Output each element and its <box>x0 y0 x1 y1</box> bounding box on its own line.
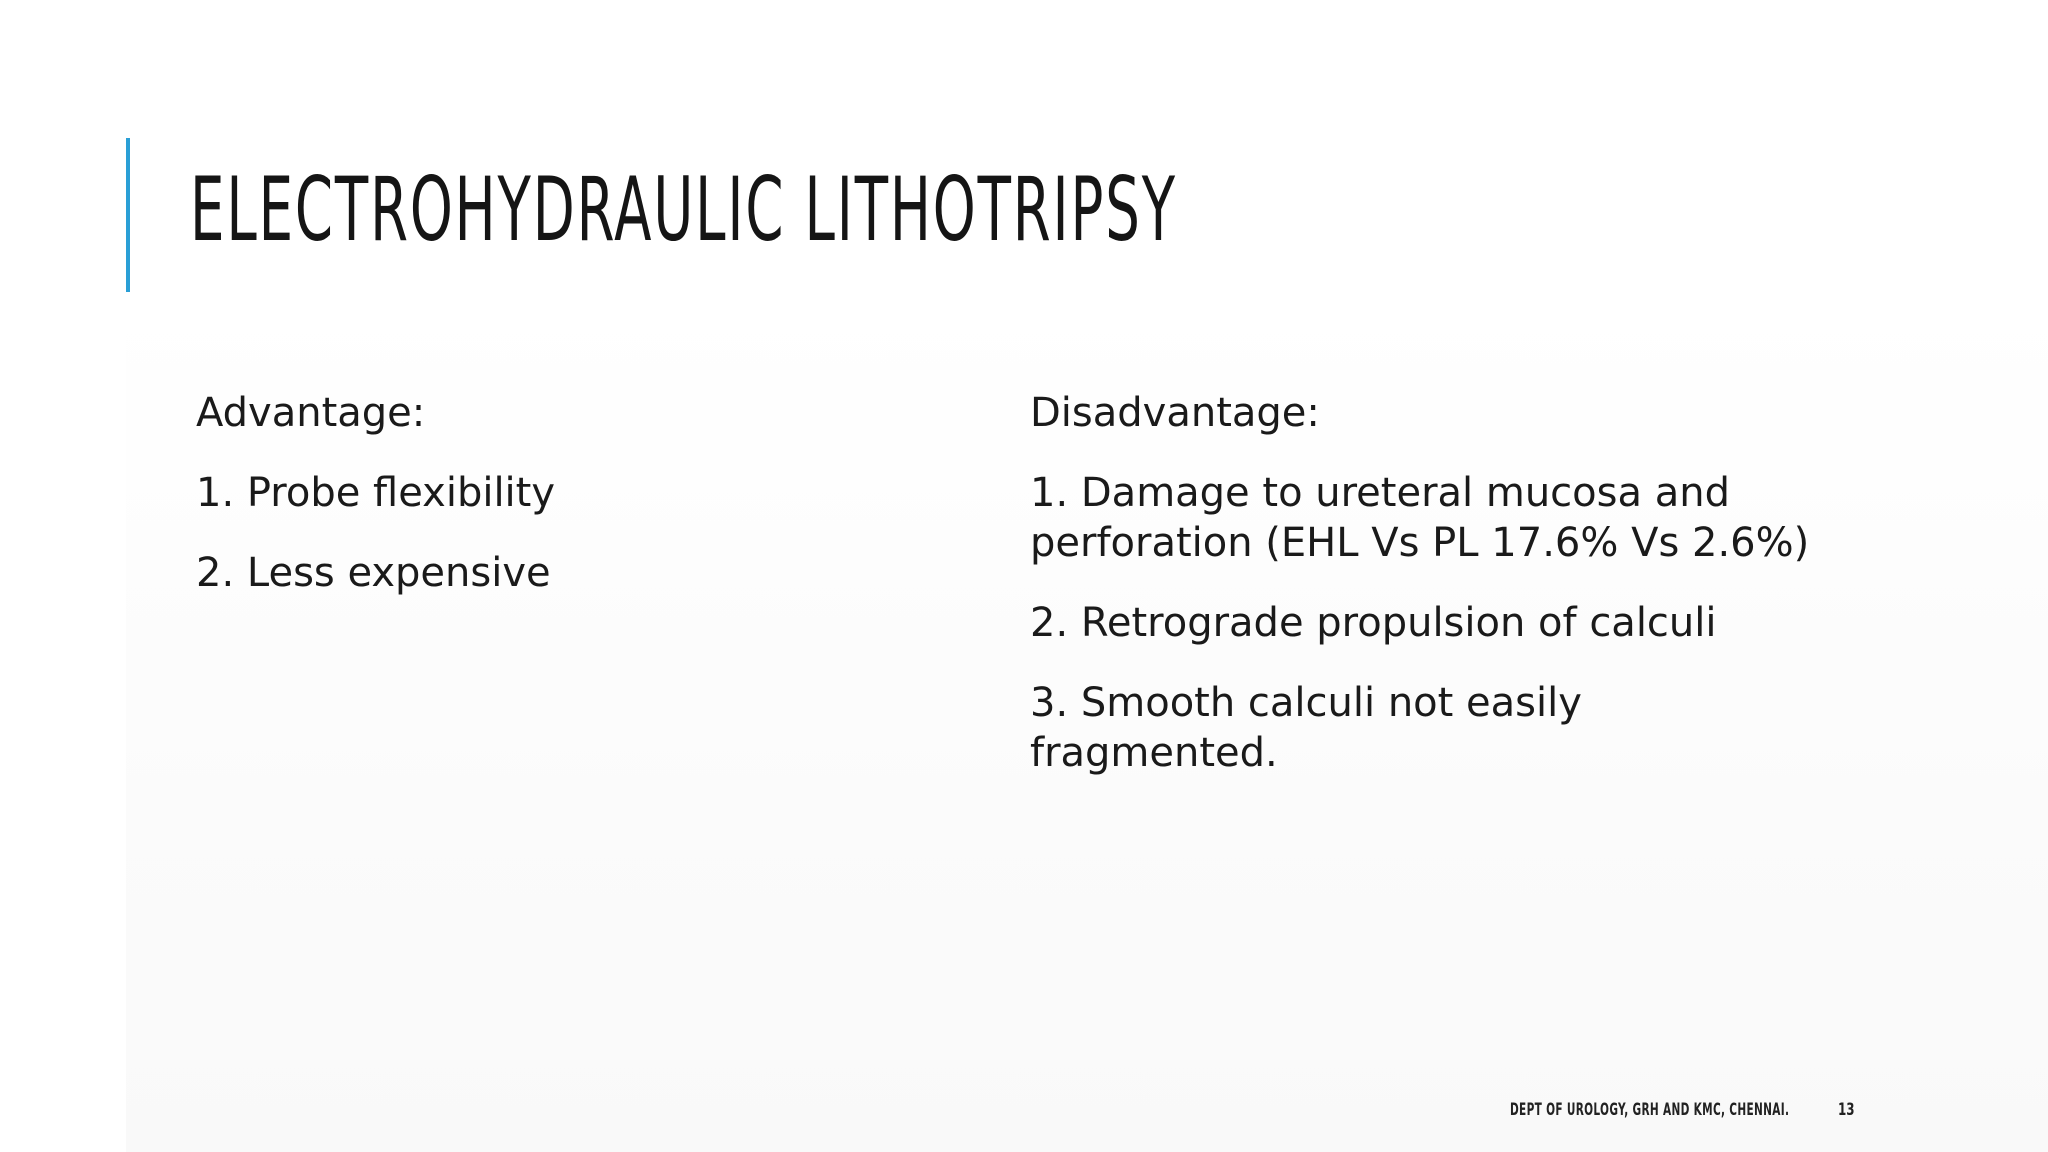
advantage-column <box>196 388 976 628</box>
title-accent-bar <box>126 138 130 292</box>
disadvantage-item: 2. Retrograde propulsion of calculi <box>1030 600 1717 646</box>
disadvantage-item: 3. Smooth calculi not easily fragmented. <box>1030 680 1582 776</box>
advantage-item: 2. Less expensive <box>196 550 551 596</box>
footer-text: DEPT OF UROLOGY, GRH AND KMC, CHENNAI. <box>1510 1100 1790 1120</box>
slide-title: ELECTROHYDRAULIC LITHOTRIPSY <box>190 158 1177 261</box>
disadvantage-heading: Disadvantage: <box>1030 390 1320 436</box>
disadvantage-column <box>1030 388 1830 808</box>
page-number: 13 <box>1838 1100 1855 1120</box>
disadvantage-item: 1. Damage to ureteral mucosa and perforation (EHL Vs PL 17.6% Vs 2.6%) <box>1030 470 1810 566</box>
advantage-item: 1. Probe flexibility <box>196 470 556 516</box>
advantage-heading: Advantage: <box>196 390 426 436</box>
